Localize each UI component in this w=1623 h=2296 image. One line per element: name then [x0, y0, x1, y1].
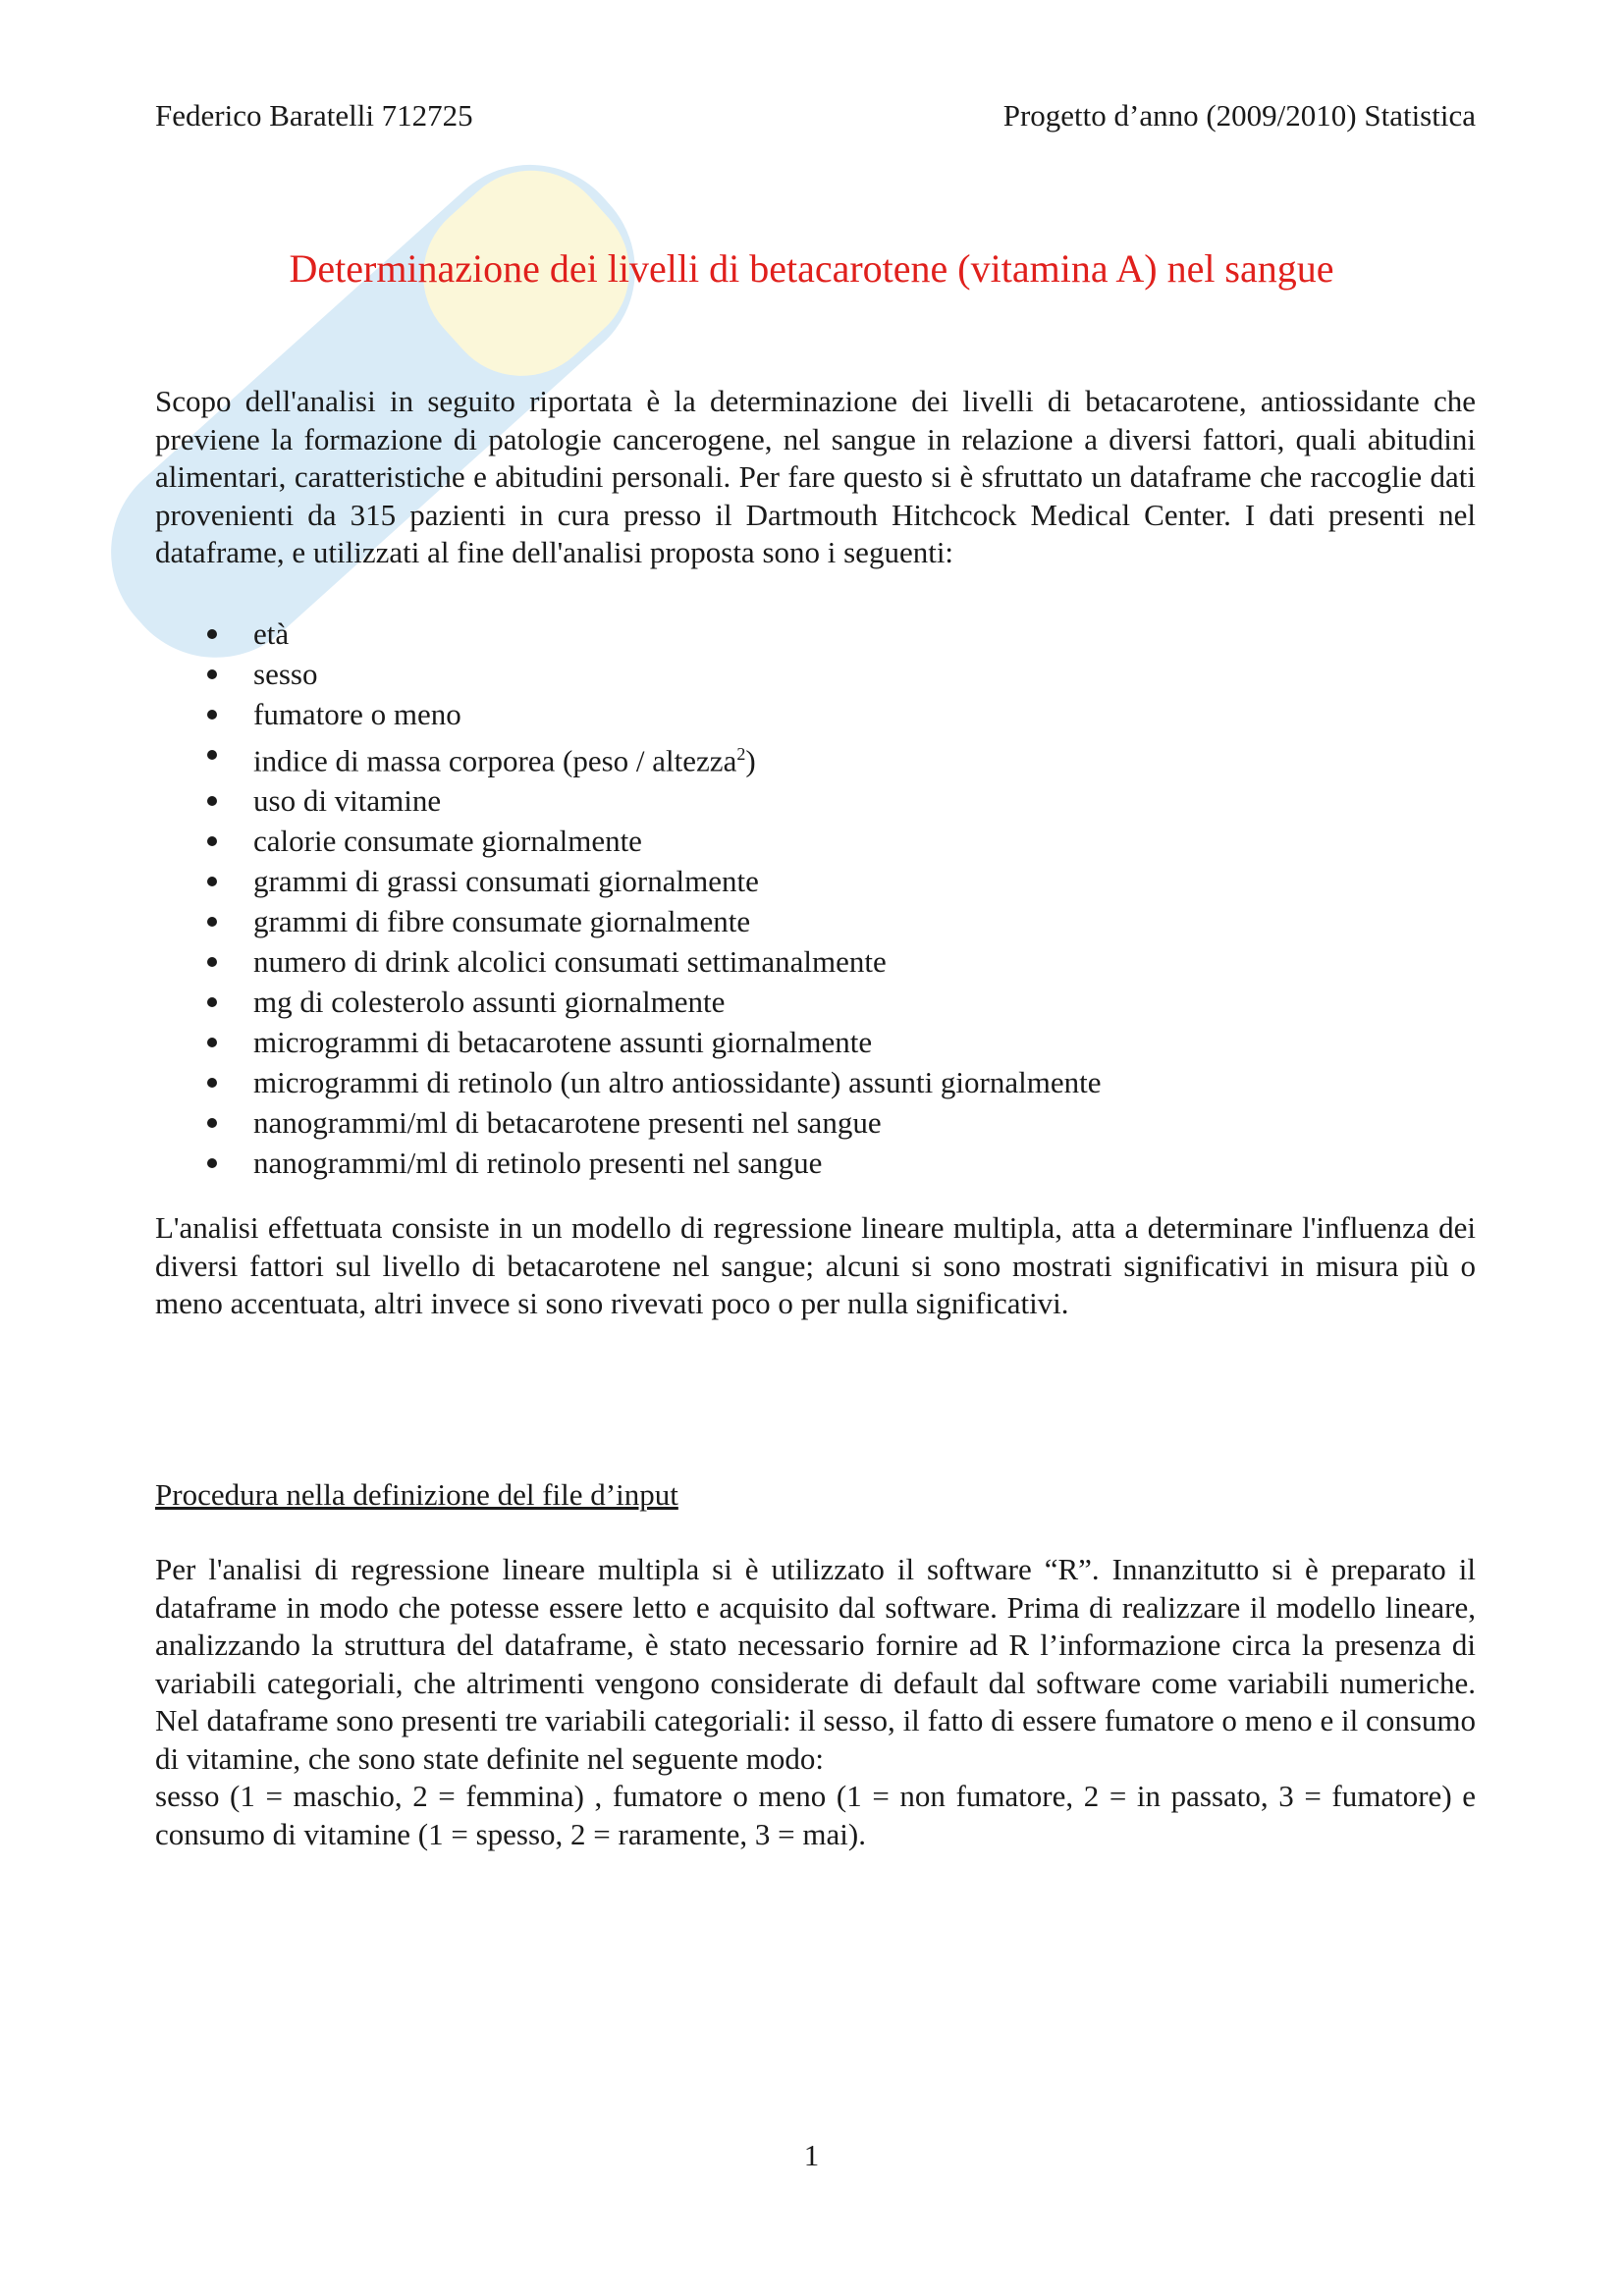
list-item: nanogrammi/ml di retinolo presenti nel sangue	[204, 1143, 1102, 1183]
list-item: fumatore o meno	[204, 694, 1102, 734]
list-item	[204, 734, 1102, 780]
section-heading: Procedura nella definizione del file d’input	[155, 1477, 678, 1512]
list-item: mg di colesterolo assunti giornalmente	[204, 982, 1102, 1022]
procedure-section	[155, 1551, 1476, 1853]
page-number: 1	[803, 2138, 820, 2172]
list-item: calorie consumate giornalmente	[204, 821, 1102, 861]
header-project: Progetto d’anno (2009/2010) Statistica	[1002, 98, 1476, 133]
list-item: età	[204, 614, 1102, 654]
procedure-codes: sesso (1 = maschio, 2 = femmina) , fumatore o meno (1 = non fumatore, 2 = in passato, 3 = fumatore) e consumo di vitamine (1 = spesso, 2 = raramente, 3 = mai).	[155, 1779, 1476, 1851]
list-item: microgrammi di betacarotene assunti giornalmente	[204, 1022, 1102, 1062]
intro-paragraph: Scopo dell'analisi in seguito riportata è la determinazione dei livelli di betacarotene, antiossidante che previene la formazione di patologie cancerogene, nel sangue in relazione a diversi fattori, quali abitudini alimentari, caratteristiche e abitudini personali. Per fare questo si è sfruttato un dataframe che raccoglie dati provenienti da 315 pazienti in cura presso il Dartmouth Hitchcock Medical Center. I dati presenti nel dataframe, e utilizzati al fine dell'analisi proposta sono i seguenti:	[155, 384, 1476, 569]
analysis-paragraph: L'analisi effettuata consiste in un modello di regressione lineare multipla, atta a determinare l'influenza dei diversi fattori sul livello di betacarotene nel sangue; alcuni si sono mostrati significativi in misura più o meno accentuata, altri invece si sono rivevati poco o per nulla significativi.	[155, 1210, 1476, 1320]
list-item: microgrammi di retinolo (un altro antiossidante) assunti giornalmente	[204, 1062, 1102, 1102]
list-item: uso di vitamine	[204, 780, 1102, 821]
procedure-paragraph: Per l'analisi di regressione lineare multipla si è utilizzato il software “R”. Innanzitutto si è preparato il dataframe in modo che potesse essere letto e acquisito dal software. Prima di realizzare il modello lineare, analizzando la struttura del dataframe, è stato necessario fornire ad R l’informazione circa la presenza di variabili categoriali, che altrimenti vengono considerate di default dal software come variabili numeriche. Nel dataframe sono presenti tre variabili categoriali: il sesso, il fatto di essere fumatore o meno e il consumo di vitamine, che sono state definite nel seguente modo:	[155, 1552, 1476, 1776]
list-item: sesso	[204, 654, 1102, 694]
variables-list	[204, 614, 1102, 1183]
superscript: 2	[736, 744, 746, 764]
list-item-close: )	[745, 743, 756, 778]
list-item: grammi di grassi consumati giornalmente	[204, 861, 1102, 901]
document-title: Determinazione dei livelli di betacarotene (vitamina A) nel sangue	[289, 246, 1334, 291]
page-header	[155, 98, 1476, 133]
list-item-text: indice di massa corporea (peso / altezza	[253, 743, 737, 778]
header-author: Federico Baratelli 712725	[155, 98, 473, 133]
list-item: numero di drink alcolici consumati settimanalmente	[204, 941, 1102, 982]
list-item: nanogrammi/ml di betacarotene presenti nel sangue	[204, 1102, 1102, 1143]
list-item: grammi di fibre consumate giornalmente	[204, 901, 1102, 941]
